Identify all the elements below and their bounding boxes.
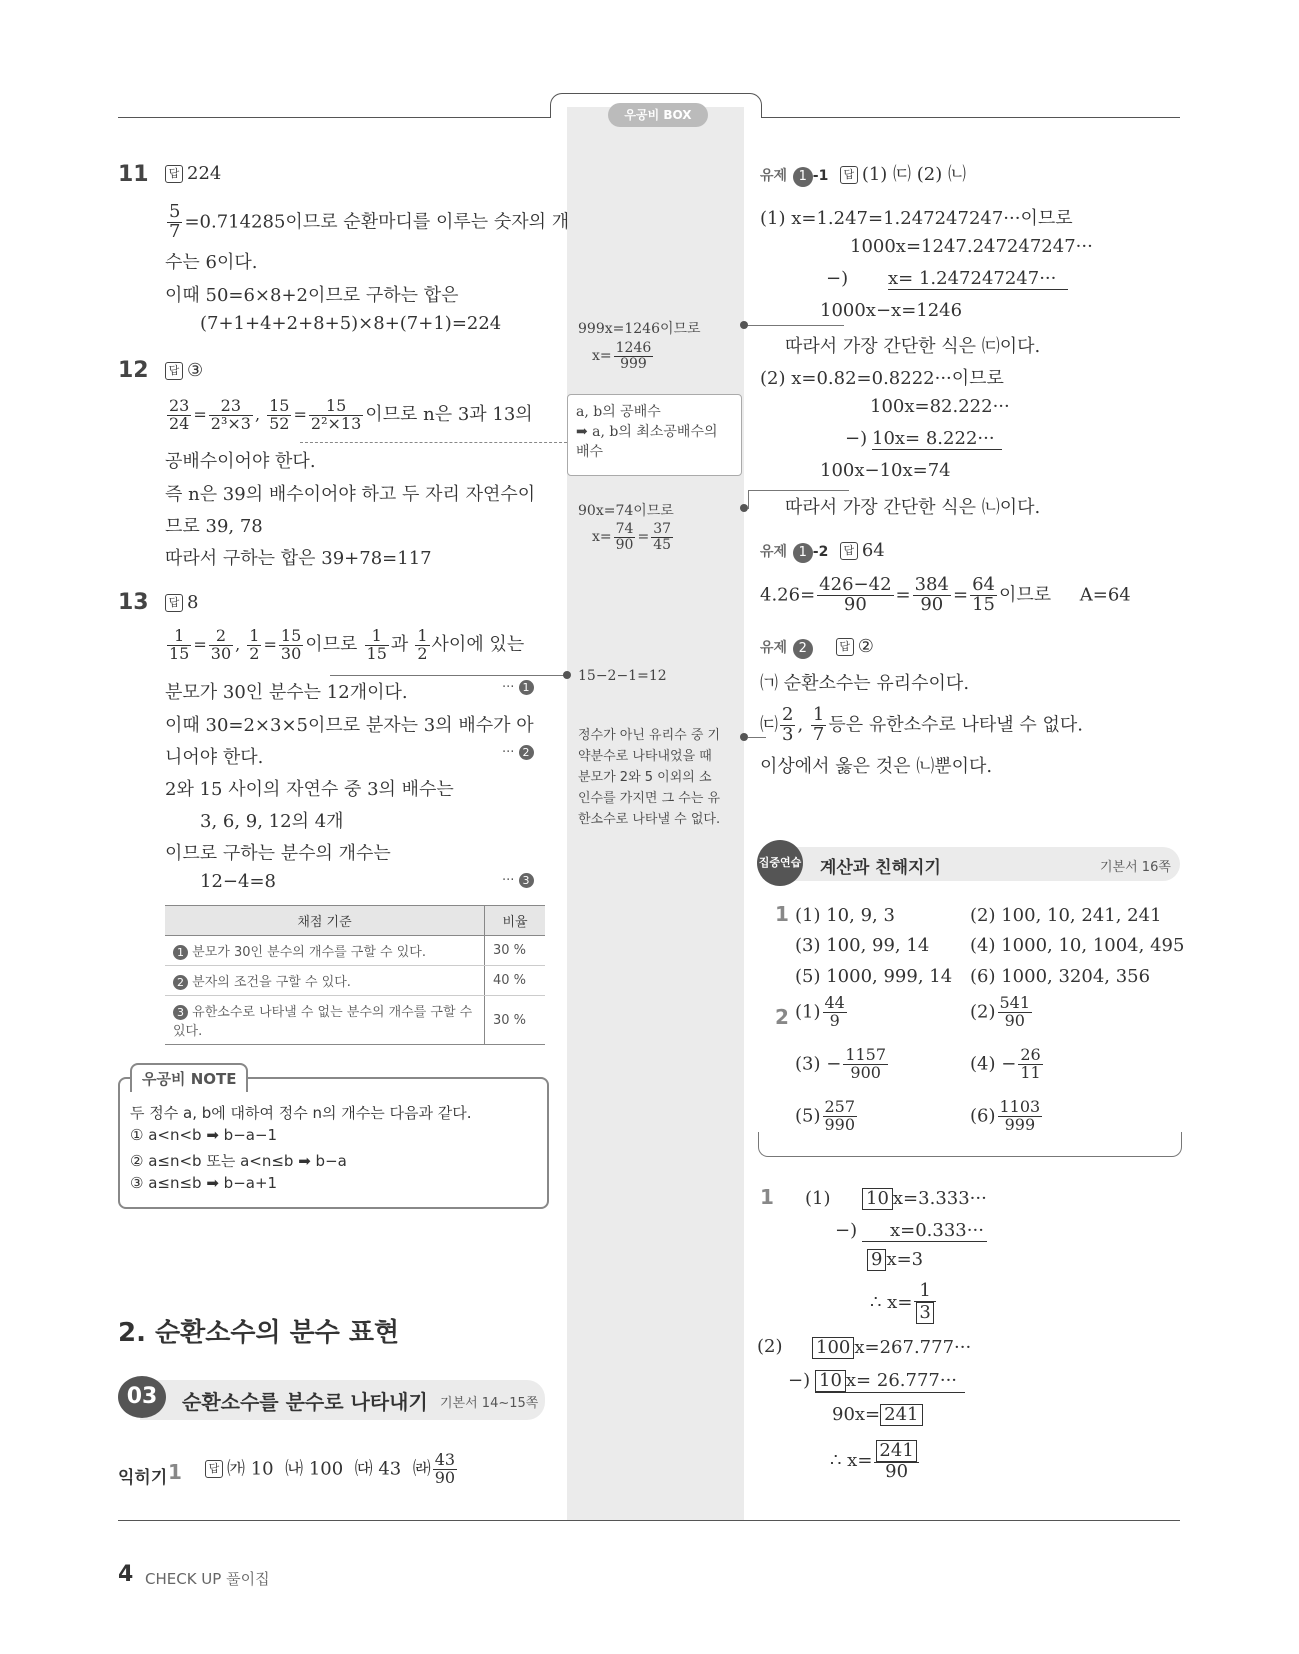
practice-title: 계산과 친해지기 <box>820 858 941 878</box>
center-note-5: 정수가 아닌 유리수 중 기 약분수로 나타내었을 때 분모가 2와 5 이외의 소 인수를 가지면 그 수는 유 한소수로 나타낼 수 없다. <box>578 728 721 827</box>
r1-line3: −) <box>826 268 849 289</box>
problem-13-line2: 분모가 30인 분수는 12개이다. <box>165 682 408 703</box>
r1-line4: 1000x−x=1246 <box>820 300 963 321</box>
center-note-1b: x= $\frac{1246}{999}$ <box>592 340 652 372</box>
problem-11-line3: 이때 50=6×8+2이므로 구하는 합은 <box>165 285 459 306</box>
center-note-3: 90x=74이므로 <box>578 503 674 519</box>
r1-line6: (2) x=0.82=0.8222···이므로 <box>760 368 1004 389</box>
problem-13-line6: 3, 6, 9, 12의 4개 <box>200 811 344 832</box>
criteria-header: 채점 기준 <box>165 906 485 936</box>
problem-11-line1: $\frac{5}{7}$ =0.714285이므로 순환마디를 이루는 숫자의 개 <box>169 201 570 242</box>
problem-12-line5: 따라서 구하는 합은 39+78=117 <box>165 548 432 569</box>
practice-1-2: (2) 100, 10, 241, 241 <box>970 905 1162 926</box>
b1-part1-label: (1) <box>805 1188 831 1209</box>
footer-page: 4 <box>118 1562 134 1587</box>
problem-13-line4: 니어야 한다. <box>165 747 264 768</box>
problem-12-line1: $\frac{23}{24}$ = $\frac{23}{\text{2³×3}}$ , $\frac{15}{52}$ = $\frac{15}{\text{2²×13}}$ 이므로 n은 3과 13의 <box>169 396 533 433</box>
step-marker-1: ··· 1 <box>502 680 534 695</box>
r3-heading: 유제 2 답 ② <box>760 636 874 657</box>
b1-eq2-minus: −) <box>835 1220 858 1241</box>
practice-frame <box>758 1132 1182 1157</box>
r1-heading: 유제 1 -1 답 (1) ㈂ (2) ㈁ <box>760 164 966 185</box>
step-marker-2: ··· 2 <box>502 745 534 760</box>
problem-13-line1: $\frac{1}{15}$ = $\frac{2}{30}$ , $\frac{1}{2}$ = $\frac{15}{30}$ 이므로 $\frac{1}{15}$ 과 $\frac{1}{2}$ 사이에 있는 <box>169 626 525 663</box>
practice-2-5: (5) $\frac{257}{990}$ <box>795 1097 856 1134</box>
dashed-connector <box>300 442 567 443</box>
b1-eq1: 10 x=3.333··· <box>862 1188 987 1210</box>
r1-line8b: 10x= 8.222··· <box>872 428 1002 450</box>
r1-line8: −) <box>845 428 868 449</box>
step-3-badge: 3 <box>519 873 534 888</box>
table-row: 2 분자의 조건을 구할 수 있다. 40 % <box>165 966 545 996</box>
practice-1-4: (4) 1000, 10, 1004, 495 <box>970 935 1185 956</box>
practice-2-6: (6) $\frac{1103}{999}$ <box>970 1097 1041 1134</box>
answer-icon: 답 <box>165 362 183 380</box>
r1-line3b: x= 1.247247247··· <box>888 268 1068 290</box>
note-line2: ① a<n<b ➡ b−a−1 <box>130 1126 278 1144</box>
r2-heading: 유제 1 -2 답 64 <box>760 540 885 561</box>
problem-11-line2: 수는 6이다. <box>165 252 258 273</box>
b1-part2-label: (2) <box>757 1336 783 1357</box>
problem-11-number: 11 <box>118 162 149 187</box>
criteria-table <box>165 905 545 1045</box>
header-rule-left <box>118 117 550 118</box>
section-ref: 기본서 14~15쪽 <box>440 1396 539 1411</box>
b1-therefore: ∴ x= $\frac{1}{3}$ <box>870 1282 938 1324</box>
r3-line1: ㈀ 순환소수는 유리수이다. <box>760 673 970 694</box>
practice-2-2: (2) $\frac{541}{90}$ <box>970 993 1031 1030</box>
center-note-3b: x= $\frac{74}{90}$ = $\frac{37}{45}$ <box>592 521 672 553</box>
practice-1-5: (5) 1000, 999, 14 <box>795 966 953 987</box>
b1-eq4: 100 x=267.777··· <box>812 1337 971 1359</box>
problem-12-number: 12 <box>118 358 149 383</box>
r1-line5: 따라서 가장 간단한 식은 ㈂이다. <box>785 336 1041 357</box>
b1-eq5: 10 x= 26.777··· <box>815 1370 965 1393</box>
box-label: 우공비 BOX <box>608 103 708 127</box>
problem-11-answer: 답 224 <box>165 163 221 184</box>
header-rule-right <box>760 117 1180 118</box>
problem-12-line2: 공배수이어야 한다. <box>165 451 316 472</box>
practice-2-num: 2 <box>775 1005 789 1029</box>
practice-2-4: (4) − $\frac{26}{11}$ <box>970 1045 1041 1082</box>
center-note-2: a, b의 공배수 ➡ a, b의 최소공배수의 배수 <box>567 394 742 476</box>
problem-13-number: 13 <box>118 590 149 615</box>
connector-1 <box>744 325 844 326</box>
answer-icon: 답 <box>165 165 183 183</box>
practice-2-1: (1) $\frac{44}{9}$ <box>795 993 845 1030</box>
r1-line2: 1000x=1247.247247247··· <box>850 236 1093 257</box>
practice-badge: 집중연습 <box>757 840 803 886</box>
footer-brand: CHECK UP 풀이집 <box>145 1570 270 1588</box>
r1-line1: (1) x=1.247=1.247247247···이므로 <box>760 208 1073 229</box>
r3-line3: 이상에서 옳은 것은 ㈁뿐이다. <box>760 756 993 777</box>
step-marker-3: ··· 3 <box>502 873 534 888</box>
r1-line10: 따라서 가장 간단한 식은 ㈁이다. <box>785 497 1041 518</box>
step-1-badge: 1 <box>519 680 534 695</box>
note-title: 우공비 NOTE <box>130 1063 248 1092</box>
problem-13-line8: 12−4=8 <box>200 871 276 892</box>
center-note-4: 15−2−1=12 <box>578 668 667 684</box>
practice-2-3: (3) − $\frac{1157}{900}$ <box>795 1045 887 1082</box>
problem-12-line3: 즉 n은 39의 배수이어야 하고 두 자리 자연수이 <box>165 484 536 505</box>
step-2-badge: 2 <box>519 745 534 760</box>
connector-4 <box>330 675 567 676</box>
b1-eq3: 9 x=3 <box>867 1249 923 1271</box>
connector-dot-3 <box>740 504 748 512</box>
problem-12-line4: 므로 39, 78 <box>165 516 263 537</box>
r3-line2: ㈂ $\frac{2}{3}$ , $\frac{1}{7}$ 등은 유한소수로 나타낼 수 없다. <box>760 704 1084 745</box>
practice-1-3: (3) 100, 99, 14 <box>795 935 930 956</box>
note-line1: 두 정수 a, b에 대하여 정수 n의 개수는 다음과 같다. <box>130 1104 472 1122</box>
ikhi-num: 1 <box>168 1460 182 1484</box>
footer-rule <box>118 1520 1180 1521</box>
section-subtitle: 순환소수를 분수로 나타내기 <box>182 1390 428 1414</box>
table-row: 1 분모가 30인 분수의 개수를 구할 수 있다. 30 % <box>165 936 545 966</box>
practice-ref: 기본서 16쪽 <box>1100 860 1171 875</box>
r2-line1: 4.26= $\frac{426-42}{90}$ = $\frac{384}{90}$ = $\frac{64}{15}$ 이므로 A=64 <box>760 574 1131 615</box>
problem-13-line5: 2와 15 사이의 자연수 중 3의 배수는 <box>165 779 454 800</box>
b1-eq5-minus: −) <box>788 1370 811 1391</box>
section-title: 2. 순환소수의 분수 표현 <box>118 1318 400 1348</box>
ikhi-answer: 답 ㈎ 10 ㈏ 100 ㈐ 43 ㈑ $\frac{43}{90}$ <box>205 1452 459 1487</box>
b1-therefore2: ∴ x= $\frac{241}{90}$ <box>830 1440 921 1482</box>
problem-13-line3: 이때 30=2×3×5이므로 분자는 3의 배수가 아 <box>165 715 534 736</box>
ratio-header: 비율 <box>485 906 546 936</box>
problem-13-answer: 답 8 <box>165 592 198 613</box>
connector-dot-5 <box>740 733 748 741</box>
connector-dot-1 <box>740 321 748 329</box>
section-badge: 03 <box>118 1376 166 1418</box>
b1-eq6: 90x= 241 <box>832 1404 923 1426</box>
b1-eq2: x=0.333··· <box>862 1220 987 1242</box>
b1-num: 1 <box>760 1185 774 1209</box>
practice-1-6: (6) 1000, 3204, 356 <box>970 966 1151 987</box>
note-line4: ③ a≤n≤b ➡ b−a+1 <box>130 1174 278 1192</box>
practice-1-num: 1 <box>775 902 789 926</box>
problem-12-answer: 답 ③ <box>165 360 203 381</box>
problem-11-line4: (7+1+4+2+8+5)×8+(7+1)=224 <box>200 313 502 334</box>
ikhi-label: 익히기 <box>118 1468 168 1488</box>
practice-1-1: (1) 10, 9, 3 <box>795 905 895 926</box>
r1-line7: 100x=82.222··· <box>870 396 1010 417</box>
note-line3: ② a≤n<b 또는 a<n≤b ➡ b−a <box>130 1152 347 1170</box>
table-row: 3 유한소수로 나타낼 수 없는 분수의 개수를 구할 수 있다. 30 % <box>165 996 545 1045</box>
r1-line9: 100x−10x=74 <box>820 460 951 481</box>
center-note-1: 999x=1246이므로 <box>578 321 701 337</box>
connector-dot-4 <box>563 671 571 679</box>
problem-13-line7: 이므로 구하는 분수의 개수는 <box>165 843 391 864</box>
answer-icon: 답 <box>165 594 183 612</box>
